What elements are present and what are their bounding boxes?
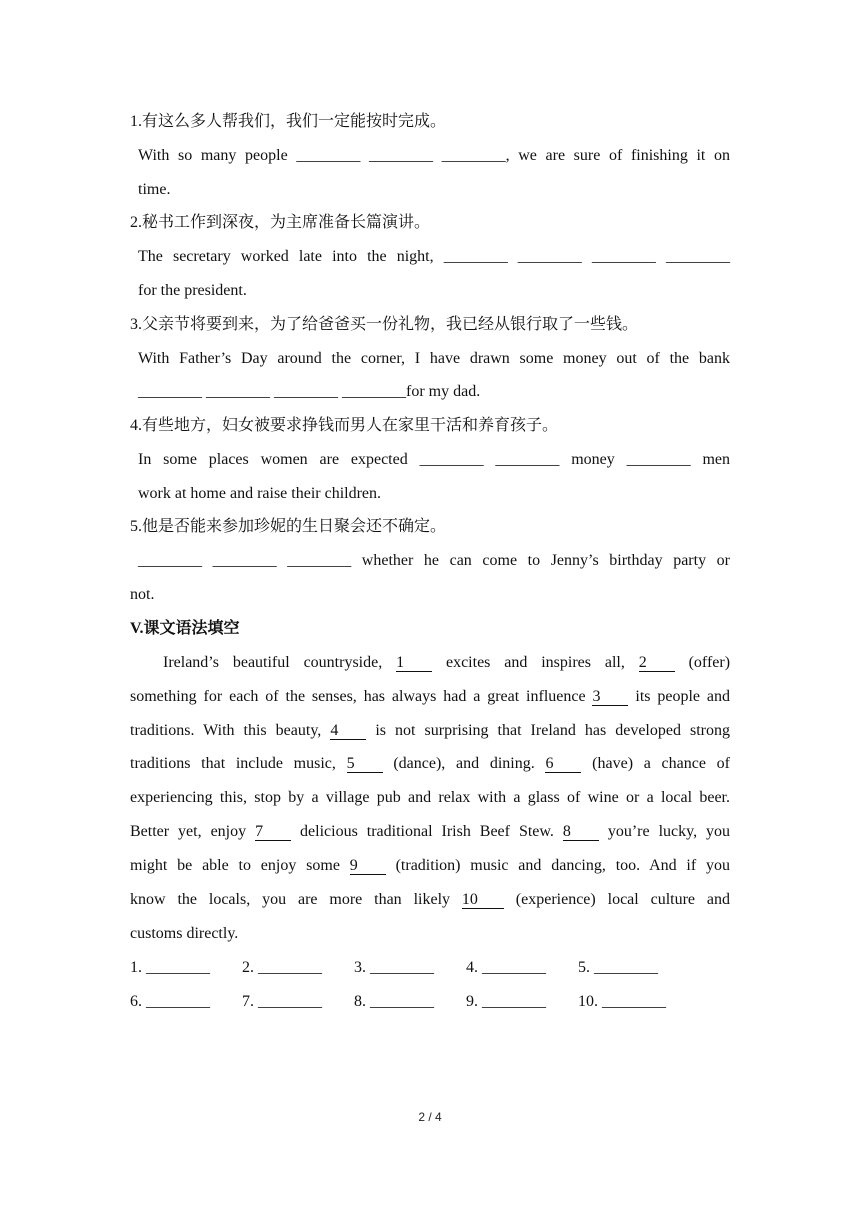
- answer-slot-3[interactable]: 3. ________: [354, 959, 434, 976]
- passage-text: is not surprising that Ireland has developed strong: [375, 722, 731, 739]
- answer-slot-6[interactable]: 6. ________: [130, 993, 210, 1010]
- item-3-english-line-1: With Father’s Day around the corner, I have drawn some money out of the bank: [138, 350, 730, 367]
- passage-text: its people and: [635, 688, 731, 705]
- blank-10[interactable]: 10: [462, 891, 504, 909]
- passage-text: something for each of the senses, has always had a great influence: [130, 688, 586, 705]
- blank-1[interactable]: 1: [396, 654, 432, 672]
- answer-slot-10[interactable]: 10. ________: [578, 993, 666, 1010]
- blank-8[interactable]: 8: [563, 823, 599, 841]
- item-5-english-line-1: ________ ________ ________ whether he can come to Jenny’s birthday party or: [138, 552, 730, 569]
- passage-line-6: [130, 822, 730, 842]
- passage-text: (offer): [688, 654, 731, 671]
- passage-text: Better yet, enjoy: [130, 823, 247, 840]
- passage-text: Ireland’s beautiful countryside,: [163, 654, 383, 671]
- passage-text: excites and inspires all,: [445, 654, 625, 671]
- item-4-chinese: 4.有些地方，妇女被要求挣钱而男人在家里干活和养育孩子。: [130, 417, 559, 434]
- answer-slot-5[interactable]: 5. ________: [578, 959, 658, 976]
- blank-9[interactable]: 9: [350, 857, 386, 875]
- answer-row-1: [130, 958, 690, 978]
- answer-slot-4[interactable]: 4. ________: [466, 959, 546, 976]
- blank-2[interactable]: 2: [639, 654, 675, 672]
- passage-line-4: [130, 754, 730, 774]
- item-1-english-line-1: With so many people ________ ________ ________, we are sure of finishing it on: [138, 147, 730, 164]
- item-4-english-line-1: In some places women are expected ________ ________ money ________ men: [138, 451, 730, 468]
- item-3-chinese: 3.父亲节将要到来，为了给爸爸买一份礼物，我已经从银行取了一些钱。: [130, 316, 639, 333]
- passage-text: (have) a chance of: [592, 755, 731, 772]
- passage-text: (experience) local culture and: [515, 891, 731, 908]
- passage-line-3: [130, 721, 730, 741]
- passage-text: you’re lucky, you: [607, 823, 731, 840]
- item-2-english-line-2: for the president.: [138, 282, 247, 299]
- answer-slot-8[interactable]: 8. ________: [354, 993, 434, 1010]
- blank-6[interactable]: 6: [545, 755, 581, 773]
- item-1-english-line-2: time.: [138, 181, 171, 198]
- passage-line-7: [130, 856, 730, 876]
- item-5-english-line-2: not.: [130, 586, 155, 603]
- passage-text: (tradition) music and dancing, too. And if you: [395, 857, 731, 874]
- passage-line-2: [130, 687, 730, 707]
- item-1-chinese: 1.有这么多人帮我们，我们一定能按时完成。: [130, 113, 447, 130]
- blank-3[interactable]: 3: [592, 688, 628, 706]
- passage-text: (dance), and dining.: [393, 755, 535, 772]
- item-2-english-line-1: The secretary worked late into the night, ________ ________ ________ ________: [138, 248, 730, 265]
- passage-text: delicious traditional Irish Beef Stew.: [300, 823, 554, 840]
- passage-text: traditions. With this beauty,: [130, 722, 322, 739]
- answer-slot-7[interactable]: 7. ________: [242, 993, 322, 1010]
- passage-line-9: customs directly.: [130, 925, 239, 942]
- item-2-chinese: 2.秘书工作到深夜，为主席准备长篇演讲。: [130, 214, 431, 231]
- passage-line-5: experiencing this, stop by a village pub and relax with a glass of wine or a local beer.: [130, 789, 730, 806]
- passage-text: know the locals, you are more than likely: [130, 891, 451, 908]
- page-number: 2 / 4: [418, 1110, 442, 1124]
- section-heading: V.课文语法填空: [130, 620, 240, 637]
- answer-row-2: [130, 992, 690, 1012]
- passage-line-8: [130, 890, 730, 910]
- answer-slot-9[interactable]: 9. ________: [466, 993, 546, 1010]
- answer-slot-1[interactable]: 1. ________: [130, 959, 210, 976]
- item-5-chinese: 5.他是否能来参加珍妮的生日聚会还不确定。: [130, 518, 447, 535]
- passage-text: traditions that include music,: [130, 755, 336, 772]
- answer-slot-2[interactable]: 2. ________: [242, 959, 322, 976]
- item-3-english-line-2: ________ ________ ________ ________for my dad.: [138, 383, 481, 400]
- passage-line-1: [163, 653, 730, 673]
- item-4-english-line-2: work at home and raise their children.: [138, 485, 382, 502]
- passage-text: might be able to enjoy some: [130, 857, 340, 874]
- blank-4[interactable]: 4: [330, 722, 366, 740]
- blank-5[interactable]: 5: [347, 755, 383, 773]
- blank-7[interactable]: 7: [255, 823, 291, 841]
